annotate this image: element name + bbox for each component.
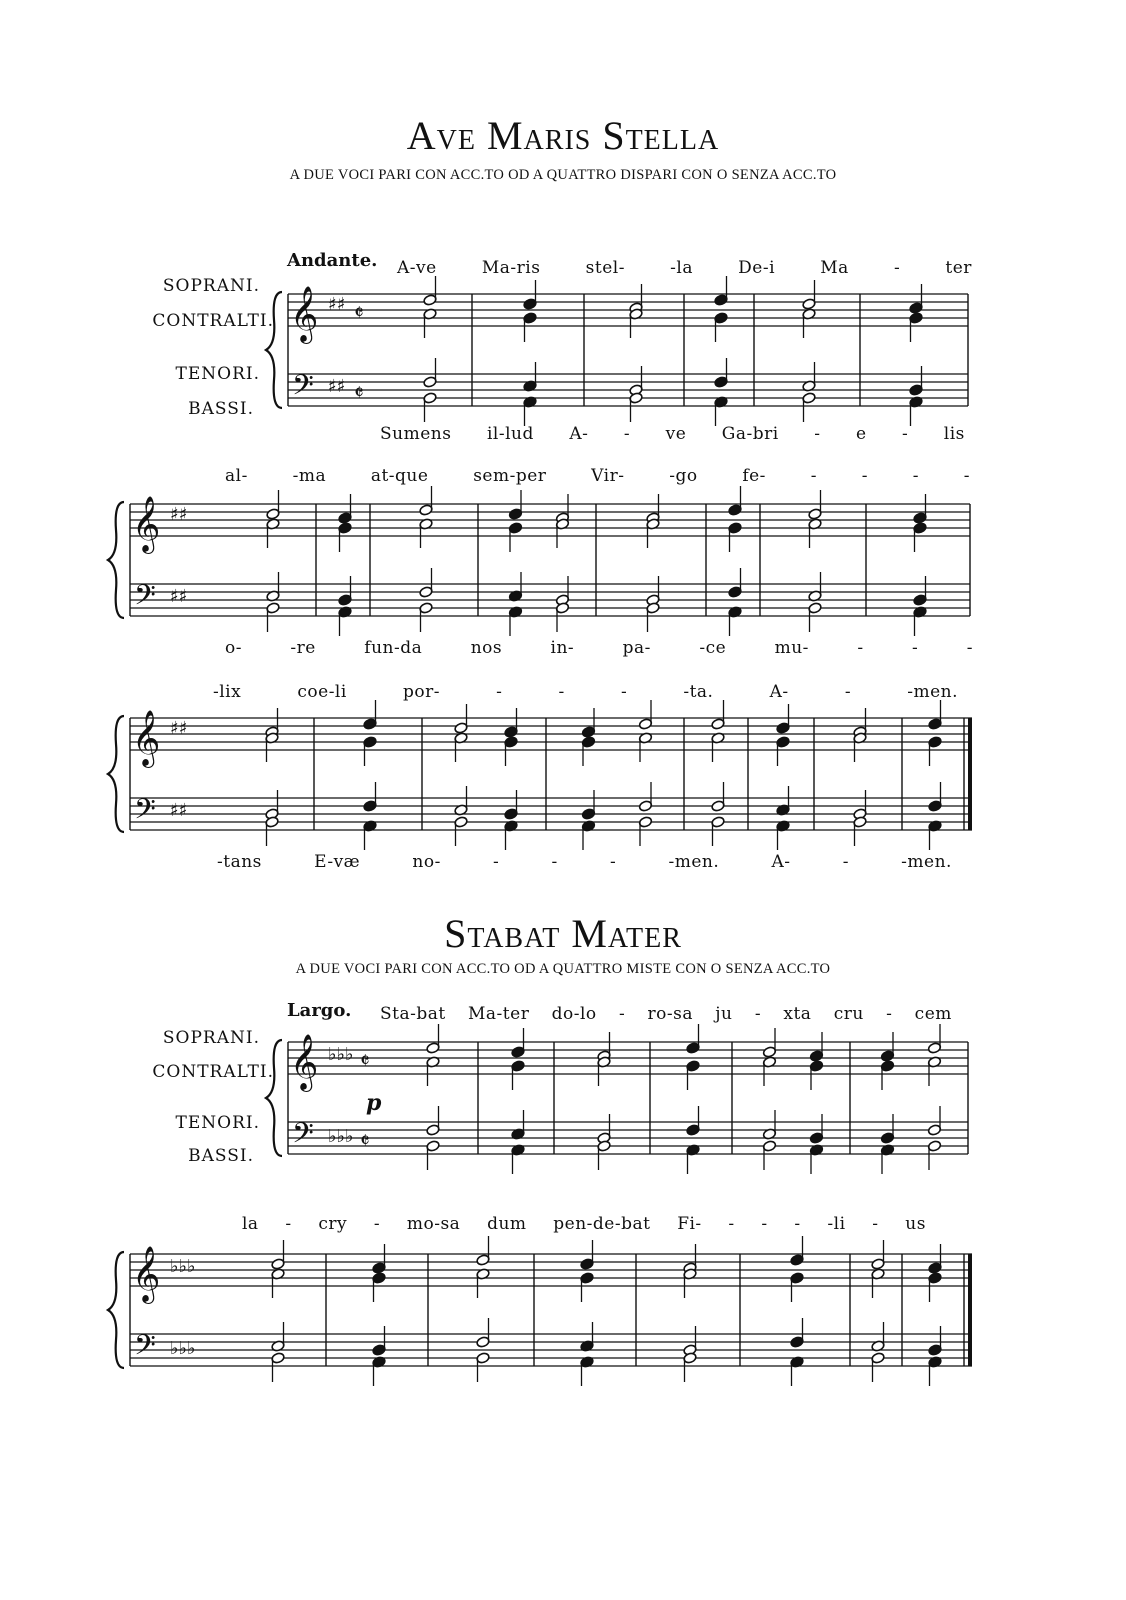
lyrics-line-upper (213, 682, 958, 702)
svg-text:♯♯: ♯♯ (170, 800, 188, 821)
svg-text:♯♯: ♯♯ (170, 586, 188, 607)
lyric-syllable: ro-sa (647, 1004, 693, 1024)
lyric-syllable: dum (487, 1214, 527, 1234)
lyric-syllable: - (966, 638, 973, 658)
lyric-syllable: -ta. (683, 682, 714, 702)
lyric-syllable: Vir- (591, 466, 625, 486)
lyric-syllable: Ma (820, 258, 849, 278)
lyric-syllable: - (844, 682, 852, 702)
voice-label-soprani: SOPRANI. (162, 276, 260, 296)
lyric-syllable: - (620, 682, 628, 702)
lyrics-line-lower (380, 424, 965, 444)
tempo-marking-largo: Largo. (287, 1000, 352, 1021)
svg-text:𝄞: 𝄞 (132, 1246, 161, 1302)
lyrics-line-upper (225, 466, 970, 486)
lyric-syllable: in- (550, 638, 575, 658)
lyric-syllable: De-i (738, 258, 776, 278)
lyric-syllable: - (963, 466, 970, 486)
music-system-4 (270, 1028, 970, 1168)
voice-label-tenori: TENORI. (175, 1113, 260, 1133)
lyric-syllable: A- (569, 424, 589, 444)
lyric-syllable: ju (715, 1004, 733, 1024)
svg-text:♯♯: ♯♯ (328, 294, 346, 315)
lyric-syllable: cry (318, 1214, 348, 1234)
piece-subtitle-stabat-mater: A DUE VOCI PARI CON ACC.TO OD A QUATTRO MISTE CON O SENZA ACC.TO (295, 961, 831, 977)
lyrics-line-upper (380, 1004, 952, 1024)
lyric-syllable: fe- (742, 466, 766, 486)
lyric-syllable: no- (412, 852, 441, 872)
voice-label-contralti: CONTRALTI. (152, 311, 274, 331)
svg-text:♭♭♭: ♭♭♭ (170, 1338, 196, 1359)
voice-label-bassi: BASSI. (188, 1146, 254, 1166)
lyric-syllable: - (794, 1214, 801, 1234)
svg-text:𝄵: 𝄵 (354, 381, 364, 406)
lyric-syllable: -ce (699, 638, 727, 658)
lyric-syllable: - (618, 1004, 626, 1024)
svg-text:𝄢: 𝄢 (134, 1329, 156, 1369)
piece-subtitle-ave-maris-stella: A DUE VOCI PARI CON ACC.TO OD A QUATTRO DISPARI CON O SENZA ACC.TO (289, 167, 837, 183)
lyric-syllable: -la (670, 258, 693, 278)
svg-text:♯♯: ♯♯ (170, 718, 188, 739)
lyric-syllable: o- (225, 638, 242, 658)
voice-label-contralti: CONTRALTI. (152, 1062, 274, 1082)
lyric-syllable: Ma-ter (468, 1004, 530, 1024)
lyric-syllable: - (761, 1214, 768, 1234)
lyric-syllable: cem (914, 1004, 952, 1024)
lyric-syllable: sem-per (473, 466, 547, 486)
lyric-syllable: - (912, 638, 919, 658)
lyric-syllable: Sumens (380, 424, 452, 444)
lyric-syllable: do-lo (551, 1004, 597, 1024)
lyric-syllable: -men. (907, 682, 958, 702)
lyric-syllable: - (842, 852, 849, 872)
lyric-syllable: coe-li (297, 682, 347, 702)
lyric-syllable: lis (943, 424, 965, 444)
svg-text:𝄞: 𝄞 (290, 1034, 319, 1090)
lyric-syllable: Ma-ris (481, 258, 541, 278)
lyric-syllable: fun-da (364, 638, 423, 658)
lyric-syllable: - (558, 682, 565, 702)
lyric-syllable: -lix (213, 682, 242, 702)
lyric-syllable: ter (945, 258, 972, 278)
piece-title-stabat-mater: Stabat Mater (444, 911, 682, 956)
svg-text:𝄞: 𝄞 (132, 710, 161, 766)
lyric-syllable: - (496, 682, 503, 702)
voice-label-soprani: SOPRANI. (162, 1028, 260, 1048)
lyric-syllable: A-ve (397, 258, 437, 278)
dynamic-marking-piano: p (366, 1090, 382, 1116)
lyric-syllable: al- (225, 466, 248, 486)
svg-text:𝄢: 𝄢 (134, 579, 156, 619)
lyric-syllable: il-lud (486, 424, 534, 444)
lyric-syllable: la (242, 1214, 259, 1234)
lyric-syllable: A- (771, 852, 791, 872)
lyric-syllable: -go (669, 466, 698, 486)
lyric-syllable: - (872, 1214, 879, 1234)
lyric-syllable: A- (769, 682, 789, 702)
svg-text:♯♯: ♯♯ (328, 376, 346, 397)
piece-title-ave-maris-stella: Ave Maris Stella (406, 113, 720, 158)
svg-text:𝄵: 𝄵 (354, 301, 364, 326)
lyric-syllable: -tans (217, 852, 262, 872)
tempo-marking-andante: Andante. (287, 250, 378, 271)
music-system-2 (112, 490, 972, 630)
lyric-syllable: pen-de-bat (553, 1214, 651, 1234)
lyric-syllable: mo-sa (406, 1214, 461, 1234)
lyric-syllable: - (754, 1004, 762, 1024)
lyric-syllable: Fi- (677, 1214, 702, 1234)
svg-text:𝄵: 𝄵 (360, 1049, 370, 1074)
lyric-syllable: - (493, 852, 500, 872)
voice-label-tenori: TENORI. (175, 364, 260, 384)
lyric-syllable: stel- (585, 258, 625, 278)
lyric-syllable: - (609, 852, 617, 872)
svg-text:𝄢: 𝄢 (134, 793, 156, 833)
lyric-syllable: at-que (370, 466, 429, 486)
lyric-syllable: Sta-bat (380, 1004, 446, 1024)
lyric-syllable: ve (665, 424, 687, 444)
lyric-syllable: - (912, 466, 919, 486)
svg-text:𝄵: 𝄵 (360, 1129, 370, 1154)
lyric-syllable: xta (783, 1004, 812, 1024)
lyrics-line-lower (217, 852, 952, 872)
lyrics-line-upper (242, 1214, 926, 1234)
music-system-3 (112, 704, 972, 844)
lyric-syllable: - (857, 638, 864, 658)
lyric-syllable: e (855, 424, 867, 444)
lyric-syllable: cru (833, 1004, 864, 1024)
lyric-syllable: - (623, 424, 631, 444)
lyric-syllable: - (810, 466, 817, 486)
lyric-syllable: - (551, 852, 558, 872)
lyric-syllable: por- (402, 682, 440, 702)
svg-text:♭♭♭: ♭♭♭ (170, 1256, 196, 1277)
voice-label-bassi: BASSI. (188, 399, 254, 419)
lyric-syllable: -re (290, 638, 316, 658)
lyric-syllable: -men. (668, 852, 720, 872)
lyric-syllable: us (905, 1214, 926, 1234)
lyric-syllable: - (902, 424, 909, 444)
lyric-syllable: - (373, 1214, 381, 1234)
lyric-syllable: nos (470, 638, 503, 658)
music-system-5 (112, 1240, 972, 1380)
svg-text:𝄢: 𝄢 (292, 1117, 314, 1157)
lyric-syllable: pa- (622, 638, 651, 658)
svg-text:𝄞: 𝄞 (290, 286, 319, 342)
lyric-syllable: - (814, 424, 821, 444)
lyrics-line-upper (397, 258, 972, 278)
lyric-syllable: - (285, 1214, 292, 1234)
lyrics-line-lower (225, 638, 973, 658)
lyric-syllable: - (893, 258, 901, 278)
lyric-syllable: -li (827, 1214, 846, 1234)
lyric-syllable: Ga-bri (721, 424, 779, 444)
lyric-syllable: - (886, 1004, 893, 1024)
svg-text:♭♭♭: ♭♭♭ (328, 1044, 354, 1065)
lyric-syllable: E-væ (314, 852, 361, 872)
lyric-syllable: mu- (774, 638, 809, 658)
svg-text:♭♭♭: ♭♭♭ (328, 1126, 354, 1147)
svg-text:♯♯: ♯♯ (170, 504, 188, 525)
lyric-syllable: - (728, 1214, 735, 1234)
lyric-syllable: -men. (901, 852, 952, 872)
svg-text:𝄞: 𝄞 (132, 496, 161, 552)
svg-text:𝄢: 𝄢 (292, 369, 314, 409)
lyric-syllable: - (861, 466, 868, 486)
music-system-1 (270, 280, 970, 420)
lyric-syllable: -ma (292, 466, 327, 486)
